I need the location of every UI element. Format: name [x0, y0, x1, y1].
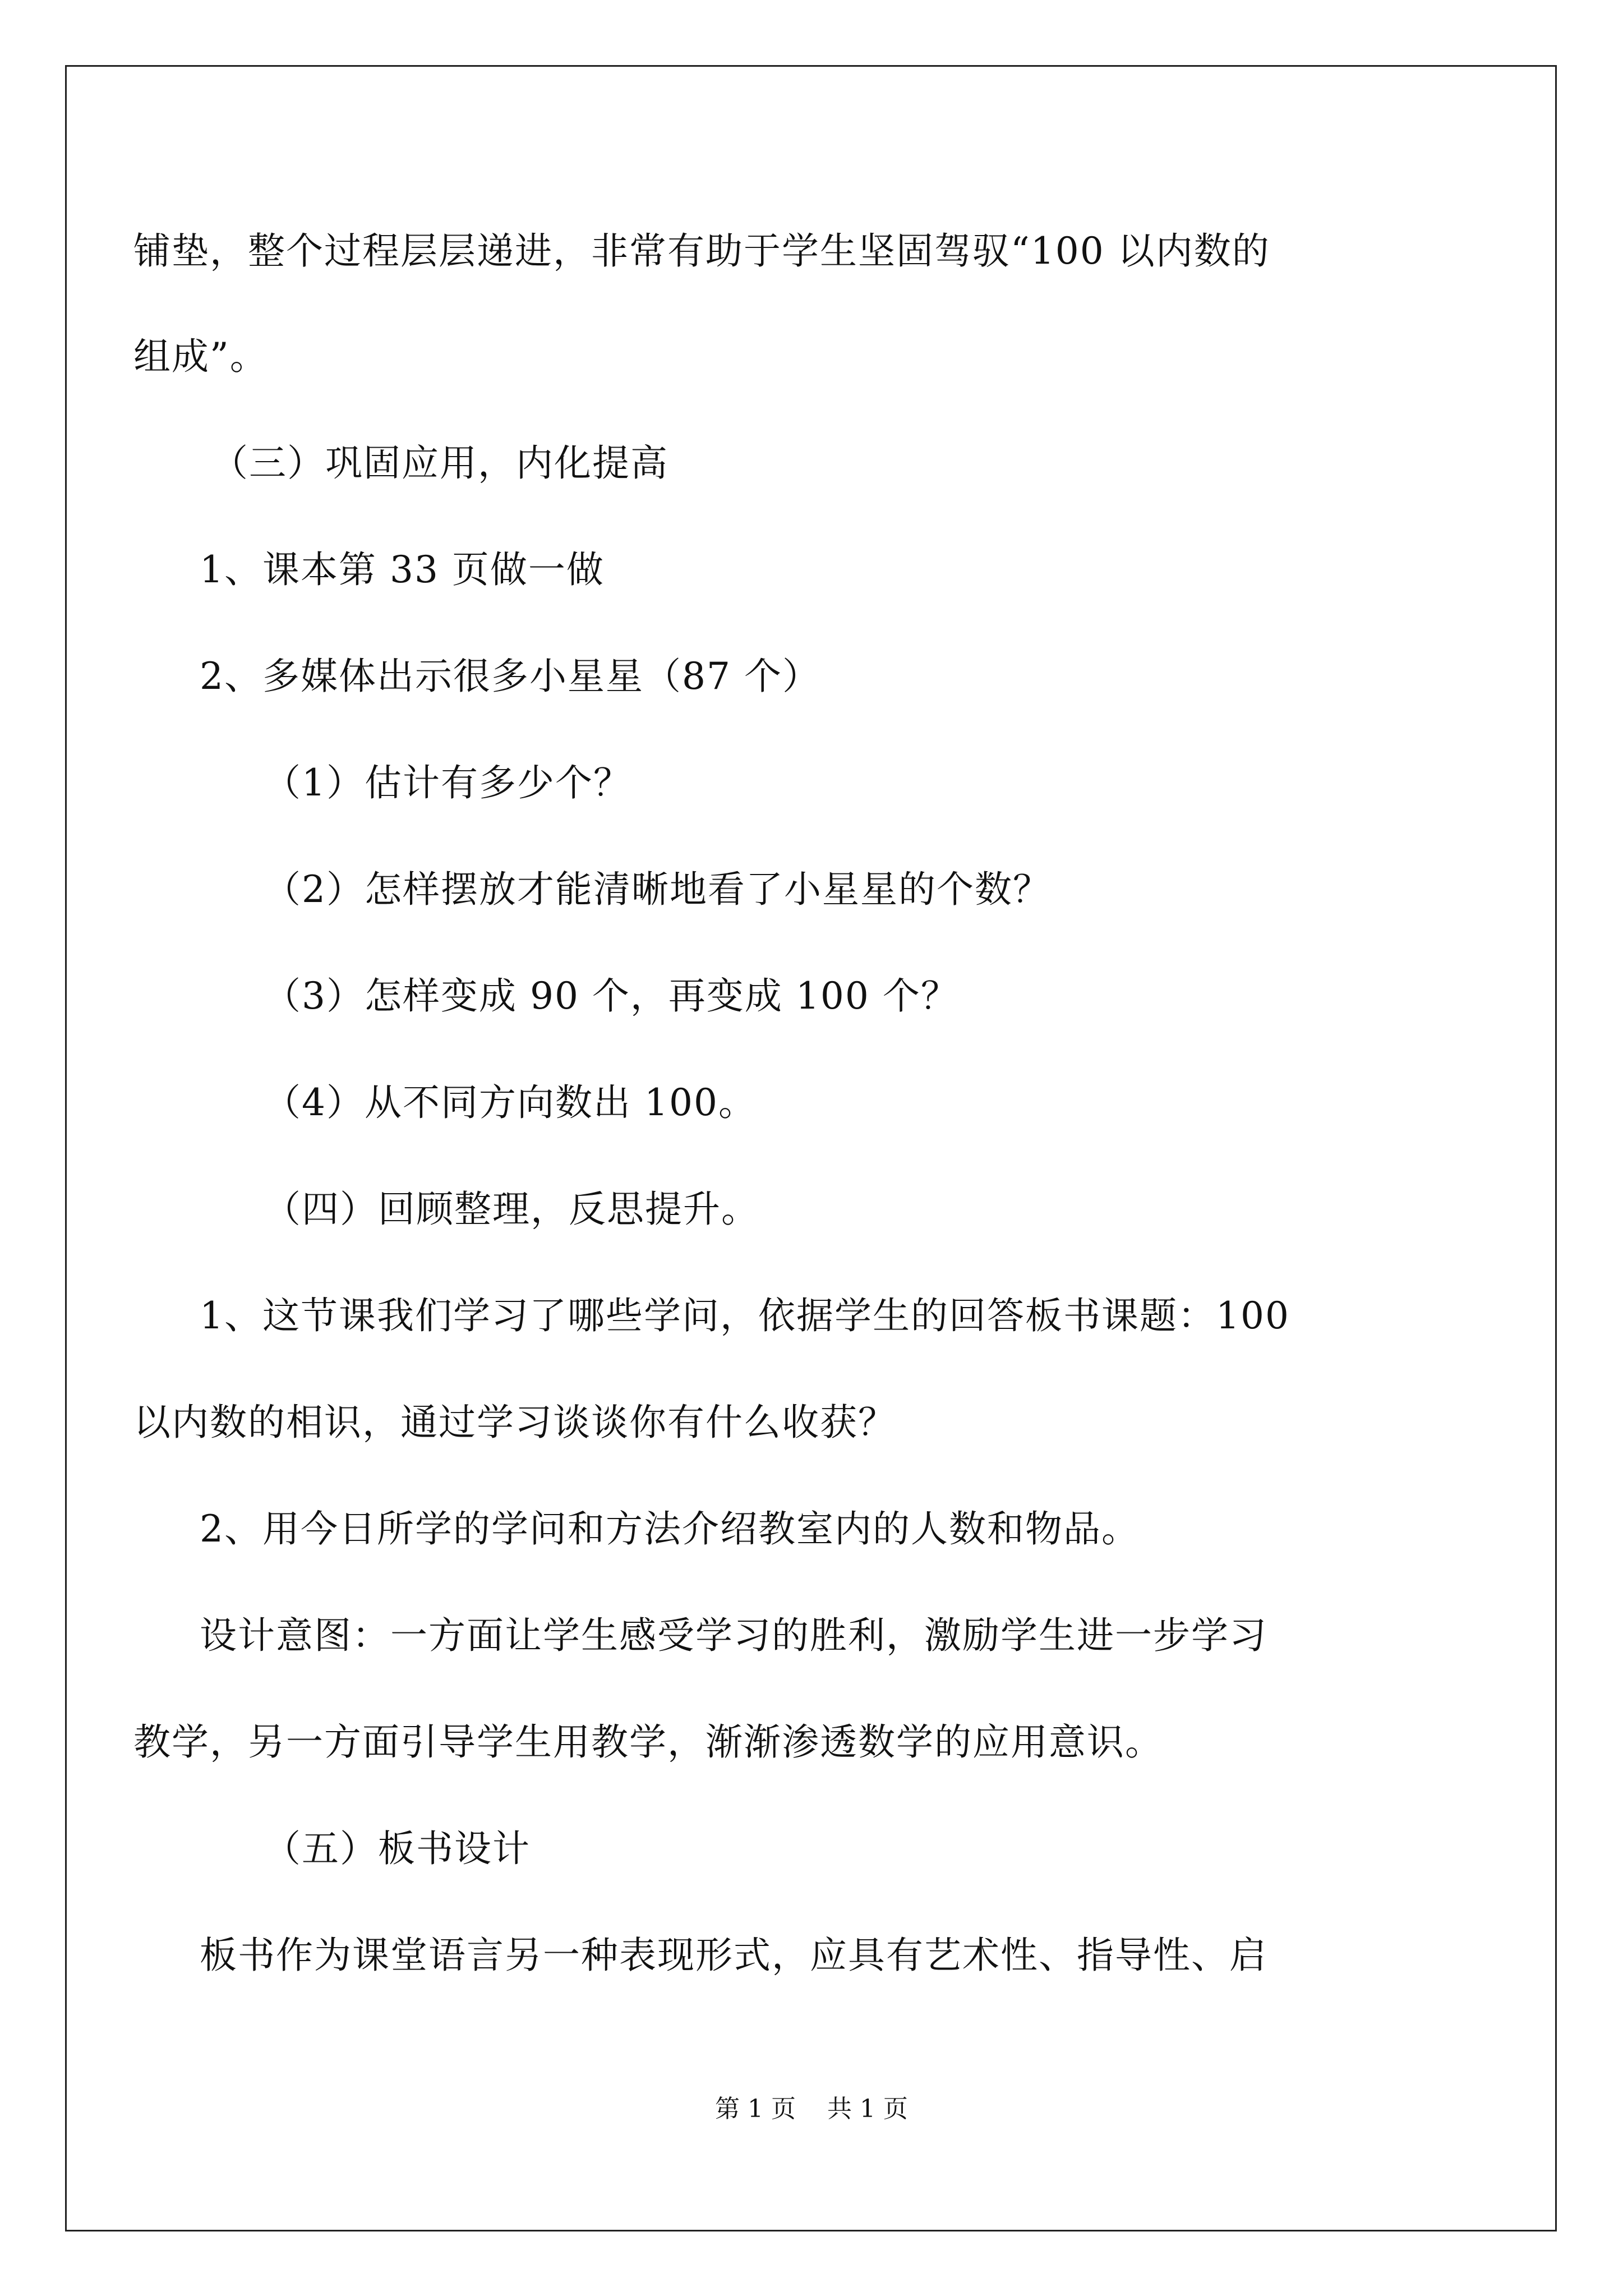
list-item: 1、这节课我们学习了哪些学问，依据学生的回答板书课题：100: [200, 1294, 1290, 1337]
list-item: 2、多媒体出示很多小星星（87 个）: [200, 655, 820, 698]
page-footer: 第 1 页 共 1 页: [715, 2095, 908, 2123]
text-line: 以内数的相识，通过学习谈谈你有什么收获？: [133, 1401, 896, 1444]
section-heading: （五）板书设计: [264, 1827, 531, 1870]
text-line: 铺垫，整个过程层层递进，非常有助于学生坚固驾驭“100 以内数的: [133, 229, 1270, 273]
list-item: 2、用今日所学的学问和方法介绍教室内的人数和物品。: [200, 1507, 1140, 1550]
sub-list-item: （4）从不同方向数出 100。: [264, 1081, 757, 1124]
text-line: 设计意图：一方面让学生感受学习的胜利，激励学生进一步学习: [200, 1614, 1267, 1657]
text-line: 板书作为课堂语言另一种表现形式，应具有艺术性、指导性、启: [200, 1934, 1267, 1977]
list-item: 1、课本第 33 页做一做: [200, 548, 605, 591]
text-line: 组成”。: [133, 335, 268, 378]
sub-list-item: （1）估计有多少个？: [264, 761, 631, 804]
text-line: 教学，另一方面引导学生用教学，渐渐渗透数学的应用意识。: [133, 1720, 1163, 1764]
sub-list-item: （2）怎样摆放才能清晰地看了小星星的个数？: [264, 868, 1051, 911]
sub-list-item: （3）怎样变成 90 个，再变成 100 个？: [264, 974, 959, 1018]
page-border: [65, 65, 1557, 2231]
section-heading: （三）巩固应用，内化提高: [211, 441, 668, 485]
section-heading: （四）回顾整理，反思提升。: [264, 1188, 759, 1231]
